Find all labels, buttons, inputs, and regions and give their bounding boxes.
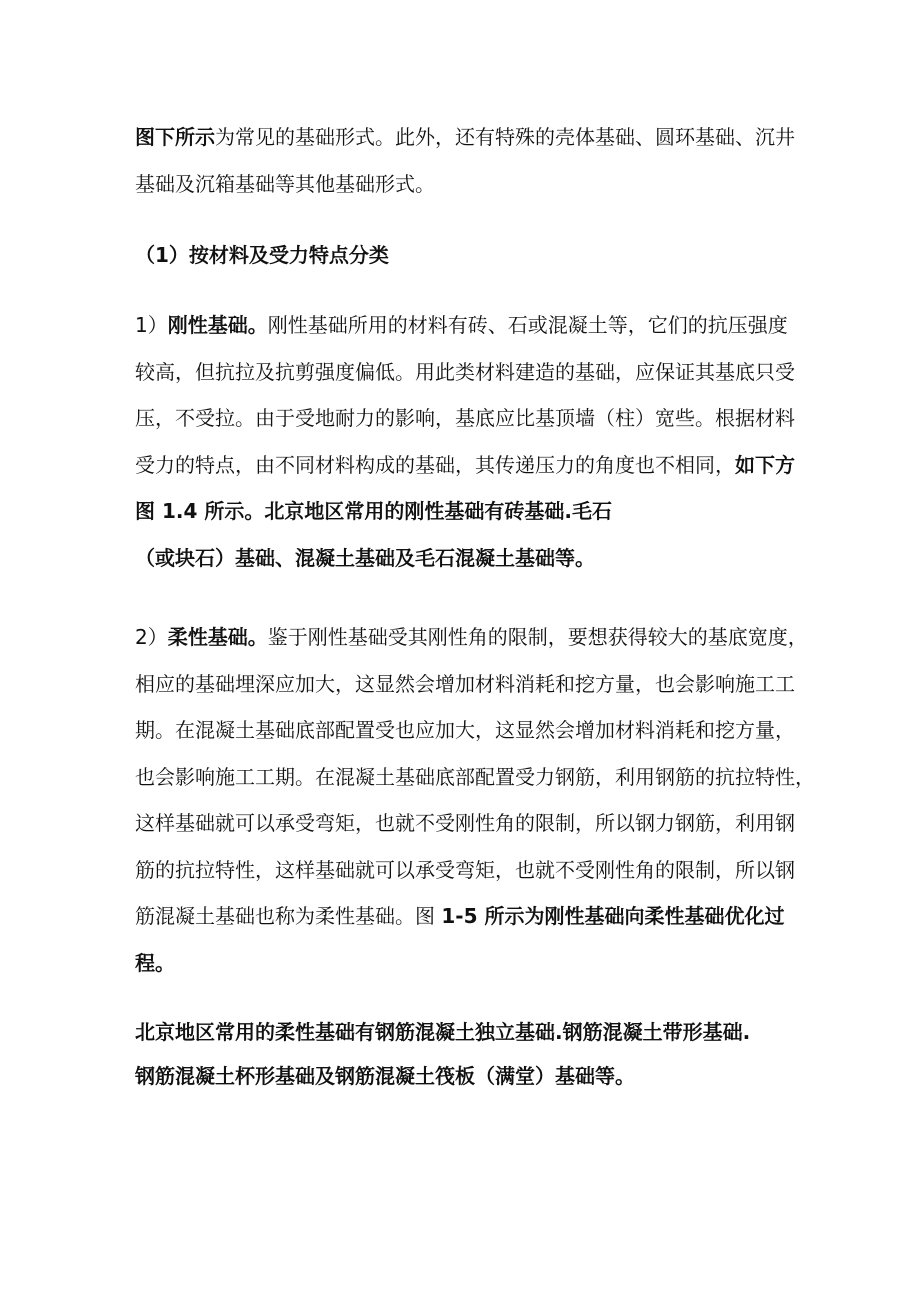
intro-paragraph xyxy=(135,114,795,207)
flexible-line-3: 期。在混凝土基础底部配置受也应加大，这显然会增加材料消耗和挖方量， xyxy=(135,718,795,742)
rigid-foundation-paragraph xyxy=(135,302,795,581)
rigid-line-3: 压，不受拉。由于受地耐力的影响，基底应比基顶墙（柱）宽些。根据材料 xyxy=(135,406,795,430)
flexible-line-1-text: 鉴于刚性基础受其刚性角的限制，要想获得较大的基底宽度， xyxy=(267,625,808,649)
flexible-foundation-paragraph xyxy=(135,614,815,986)
rigid-line-2: 较高，但抗拉及抗剪强度偏低。用此类材料建造的基础，应保证其基底只受 xyxy=(135,359,795,384)
beijing-line-1: 北京地区常用的柔性基础有钢筋混凝土独立基础.钢筋混凝土带形基础. xyxy=(135,1020,751,1044)
section-heading: （1）按材料及受力特点分类 xyxy=(135,243,389,267)
rigid-line-4-text: 受力的特点，由不同材料构成的基础，其传递压力的角度也不相同， xyxy=(135,452,735,477)
intro-line-2: 基础及沉箱基础等其他基础形式。 xyxy=(135,171,435,196)
flexible-line-8: 程。 xyxy=(135,950,175,975)
flexible-line-6: 筋的抗拉特性，这样基础就可以承受弯矩，也就不受刚性角的限制，所以钢 xyxy=(135,857,795,882)
intro-bold-lead: 图下所示 xyxy=(135,125,215,149)
rigid-line-4-bold: 如下方 xyxy=(735,452,795,477)
rigid-title: 刚性基础。 xyxy=(167,313,268,337)
rigid-line-4 xyxy=(135,442,795,489)
flexible-line-7-bold: 1-5 所示为刚性基础向柔性基础优化过 xyxy=(441,904,785,928)
rigid-line-1-text: 刚性基础所用的材料有砖、石或混凝土等，它们的抗压强度 xyxy=(267,313,788,337)
rigid-line-5: 图 1.4 所示。北京地区常用的刚性基础有砖基础.毛石 xyxy=(135,499,612,523)
flexible-line-7 xyxy=(135,893,795,940)
flexible-number: 2） xyxy=(135,625,168,649)
intro-line-1-text: 为常见的基础形式。此外，还有特殊的壳体基础、圆环基础、沉井 xyxy=(215,125,795,149)
rigid-line-6: （或块石）基础、混凝土基础及毛石混凝土基础等。 xyxy=(135,545,595,570)
flexible-line-5: 这样基础就可以承受弯矩，也就不受刚性角的限制，所以钢力钢筋，利用钢 xyxy=(135,811,795,835)
flexible-line-4: 也会影响施工工期。在混凝土基础底部配置受力钢筋，利用钢筋的抗拉特性， xyxy=(135,764,815,789)
beijing-line-2: 钢筋混凝土杯形基础及钢筋混凝土筏板（满堂）基础等。 xyxy=(135,1064,635,1088)
intro-line-1 xyxy=(135,114,795,161)
flexible-title: 柔性基础。 xyxy=(167,625,268,649)
flexible-line-2: 相应的基础埋深应加大，这显然会增加材料消耗和挖方量，也会影响施工工 xyxy=(135,671,795,696)
rigid-line-1 xyxy=(135,302,795,349)
rigid-number: 1） xyxy=(135,313,168,337)
beijing-flexible-paragraph xyxy=(135,1010,795,1098)
flexible-line-1 xyxy=(135,614,808,661)
flexible-line-7-text: 筋混凝土基础也称为柔性基础。图 xyxy=(135,904,442,928)
